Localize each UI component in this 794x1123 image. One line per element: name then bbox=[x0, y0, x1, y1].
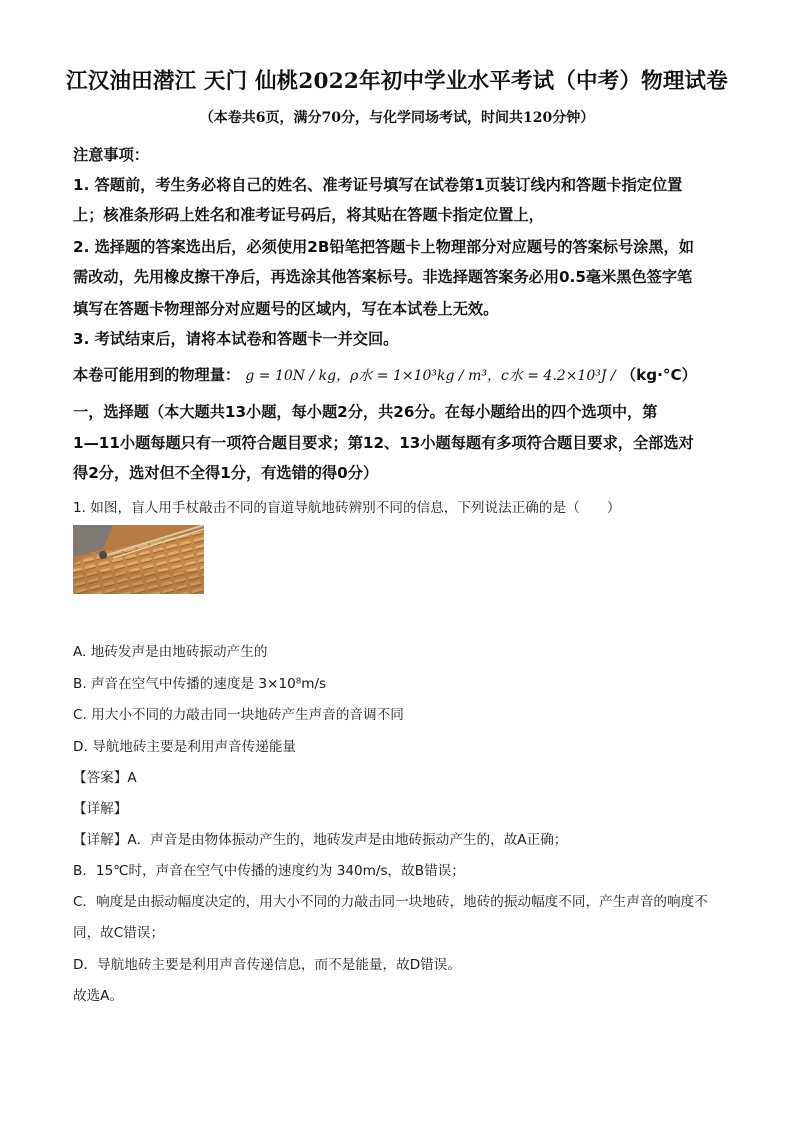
detail-line-2: B．15℃时，声音在空气中传播的速度约为 340m/s，故B错误； bbox=[73, 863, 465, 879]
tactile-paving-photo bbox=[73, 525, 204, 594]
notice-line-1: 1. 答题前，考生务必将自己的姓名、准考证号填写在试卷第1页装订线内和答题卡指定位置 bbox=[73, 176, 683, 194]
notice-line-2: 上；核准条形码上姓名和准考证号码后，将其贴在答题卡指定位置上， bbox=[73, 206, 544, 224]
answer-label: 【答案】A bbox=[73, 770, 137, 786]
detail-line-1: 【详解】A．声音是由物体振动产生的，地砖发声是由地砖振动产生的，故A正确； bbox=[73, 832, 568, 848]
notice-line-5: 填写在答题卡物理部分对应题号的区域内，写在本试卷上无效。 bbox=[73, 300, 499, 318]
constants-formula: g = 10N / kg，ρ水 = 1×10³kg / m³，c水 = 4.2×10³J / bbox=[245, 368, 616, 384]
option-a: A. 地砖发声是由地砖振动产生的 bbox=[73, 644, 268, 660]
section-line-3: 得2分，选对但不全得1分，有选错的得0分） bbox=[73, 464, 379, 482]
question-stem: 1. 如图，盲人用手杖敲击不同的盲道导航地砖辨别不同的信息，下列说法正确的是（ ） bbox=[73, 500, 621, 516]
constants-unit: （kg·°C） bbox=[620, 366, 697, 384]
detail-line-4: 同，故C错误； bbox=[73, 925, 165, 941]
exam-subtitle: （本卷共6页，满分70分，与化学同场考试，时间共120分钟） bbox=[199, 110, 595, 126]
section-line-2: 1—11小题每题只有一项符合题目要求；第12、13小题每题有多项符合题目要求，全部选对 bbox=[73, 434, 694, 452]
option-b: B. 声音在空气中传播的速度是 3×10⁸m/s bbox=[73, 676, 327, 692]
notice-line-6: 3. 考试结束后，请将本试卷和答题卡一并交回。 bbox=[73, 330, 399, 348]
option-d: D. 导航地砖主要是利用声音传递能量 bbox=[73, 739, 297, 755]
exam-title: 江汉油田潜江 天门 仙桃2022年初中学业水平考试（中考）物理试卷 bbox=[66, 69, 728, 94]
section-line-1: 一，选择题（本大题共13小题，每小题2分，共26分。在每小题给出的四个选项中，第 bbox=[73, 403, 658, 421]
tactile-paving-image bbox=[73, 525, 204, 594]
notice-line-4: 需改动，先用橡皮擦干净后，再选涂其他答案标号。非选择题答案务必用0.5毫米黑色签字笔 bbox=[73, 268, 693, 286]
constants-label: 本卷可能用到的物理量： bbox=[73, 366, 241, 384]
detail-heading: 【详解】 bbox=[73, 801, 128, 817]
notice-heading: 注意事项： bbox=[73, 146, 149, 164]
detail-line-5: D．导航地砖主要是利用声音传递信息，而不是能量，故D错误。 bbox=[73, 957, 461, 973]
option-c: C. 用大小不同的力敲击同一块地砖产生声音的音调不同 bbox=[73, 707, 404, 723]
notice-line-3: 2. 选择题的答案选出后，必须使用2B铅笔把答题卡上物理部分对应题号的答案标号涂黑，如 bbox=[73, 238, 694, 256]
constants-line bbox=[73, 364, 697, 385]
detail-line-3: C．响度是由振动幅度决定的，用大小不同的力敲击同一块地砖，地砖的振动幅度不同，产生声音的响度不 bbox=[73, 894, 708, 910]
detail-line-6: 故选A。 bbox=[73, 988, 124, 1004]
